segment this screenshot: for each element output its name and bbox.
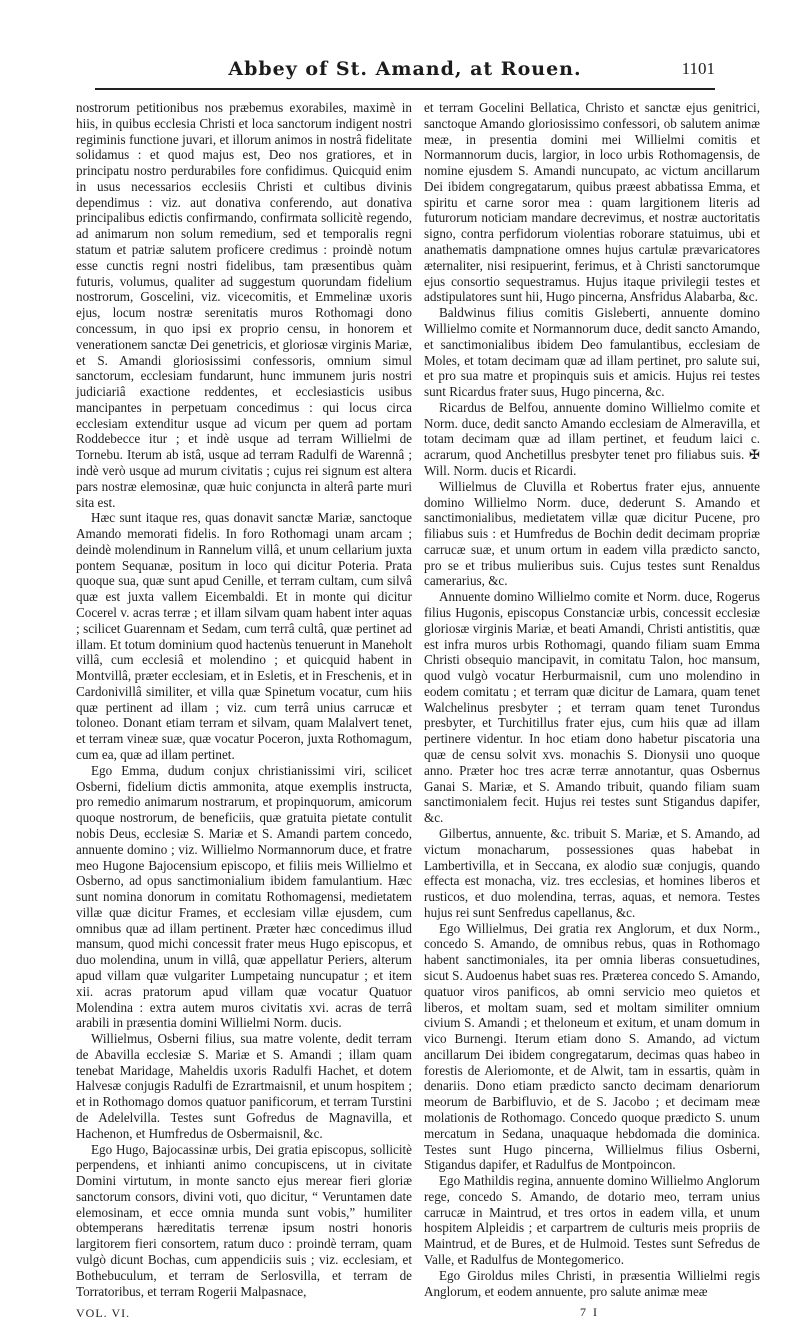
paragraph: Annuente domino Willielmo comite et Norm. duce, Rogerus filius Hugonis, episcopus Constanciæ urbis, concessit ecclesiæ gloriosæ virginis Mariæ, et beati Amandi, Christi antistitis, quæ est infra muros urbis Rothomagi, quando filiam suam Emma Christi obsequio mancipavit, in comitatu Talon, hoc mansum, quod vulgò vocatur Herburmaisnil, cum uno molendino in eodem comitatu ; et terram quæ dicitur de Lamara, quam tenet Walchelinus presbyter ; et terram quam tenet Turondus presbyter, et Turchitillus frater ejus, cum hiis quæ ad illam pertinere videntur. In hoc etiam dono habetur piscatoria una quæ de censu solvit xvs. monachis S. Dionysii uno quoque anno. Præter hoc tres acræ terræ annotantur, quas Osbernus Ganai S. Mariæ, et S. Amando tribuit, quando filiam suam sanctimonialem fecit. Hujus rei testes sunt Stigandus dapifer, &c. <box>424 589 760 826</box>
paragraph: Ego Emma, dudum conjux christianissimi viri, scilicet Osberni, fidelium dictis ammonita, atque exemplis instructa, pro remedio animarum nostrarum, et propinquorum, amicorum quoque nostrorum, de beneficiis, quæ gratuita pietate contulit nobis Deus, ecclesiæ S. Mariæ et S. Amandi partem concedo, annuente domino ; viz. Willielmo Normannorum duce, et fratre meo Hugone Bajocensium episcopo, et filiis meis Willielmo et Osberno, ad opus sanctimonialium ibidem famulantium. Hæc sunt nomina donorum in comitatu Rothomagensi, medietatem villæ quæ dicitur Frames, et ecclesiam villæ ejusdem, cum omnibus quæ ad illam pertinent. Præter hæc concedimus illud mansum, quod michi concessit frater meus Hugo episcopus, et duo molendina, unum in villâ, quæ appellatur Periers, alterum apud villam quæ vulgariter Lumpetaing nuncupatur ; et item xii. acras pratorum apud villam quæ vocatur Quatuor Molendina : extra autem muros civitatis xvi. acras de terrâ arabili in præsentia domini Willielmi Norm. ducis. <box>76 762 412 1031</box>
paragraph: Ricardus de Belfou, annuente domino Willielmo comite et Norm. duce, dedit sancto Amando ecclesiam de Almeravilla, et totam decimam quæ ad illam pertinet, et feudum laici c. acrarum, quod Anchetillus presbyter tenet pro filiabus suis. ✠ Will. Norm. ducis et Ricardi. <box>424 399 760 478</box>
signature-mark: 7 I <box>580 1305 599 1319</box>
page-header <box>95 58 715 88</box>
paragraph: Hæc sunt itaque res, quas donavit sanctæ Mariæ, sanctoque Amando memorati fidelis. In foro Rothomagi unam arcam ; deindè molendinum in Rannelum villâ, et unum cellarium juxta pontem Sequanæ, positum in loco qui dicitur Poteria. Prata quoque sua, quæ sunt apud Cenille, et terram cultam, cum silvâ quæ est juxta vallem Eicembaldi. Et in monte qui dicitur Cocerel v. acras terræ ; et illam silvam quam habent inter aquas ; scilicet Guarennam et Sedam, cum terrâ cultâ, quæ pertinet ad illam. Et totum dominium quod hactenùs tenuerunt in Maneholt villâ, cum ecclesiâ et molendino ; et quicquid habent in Montvillâ, præter ecclesiam, et in Esletis, et in Freschenis, et in Cardonivillâ similiter, et villa quæ Spinetum vocatur, cum hiis quæ pertinent ad illam ; viz. cum terrâ unius carrucæ et toloneo. Donant etiam terram et silvam, quam Malalvert tenet, et terram vineæ suæ, quæ vocatur Poceron, juxta Rothomagum, cum ea, quæ ad illam pertinet. <box>76 510 412 763</box>
right-column <box>424 100 760 1299</box>
page-number: 1101 <box>681 59 715 78</box>
volume-label: VOL. VI. <box>76 1306 131 1320</box>
paragraph: Ego Giroldus miles Christi, in præsentia Willielmi regis Anglorum, et eodem annuente, pro salute animæ meæ <box>424 1267 760 1299</box>
paragraph: Ego Hugo, Bajocassinæ urbis, Dei gratia episcopus, sollicitè perpendens, et inhianti animo concupiscens, ut in civitate Domini virtutum, in monte sancto ejus merear fieri gloriæ sanctorum consors, divini voti, quo dicitur, “ Veruntamen date elemosinam, et ecce omnia munda sunt vobis,” humiliter obtemperans hæreditatis terrenæ ipsum nostri honoris largitorem fieri consortem, ratum duco : proindè terram, quam vulgò dicunt Bochas, cum appendiciis suis ; viz. ecclesiam, et Bothebuculum, et terram de Serlosvilla, et terram de Torratoribus, et terram Rogerii Malpasnace, <box>76 1141 412 1299</box>
left-column <box>76 100 412 1299</box>
header-rule <box>95 88 715 90</box>
running-title: Abbey of St. Amand, at Rouen. <box>228 58 582 80</box>
paragraph: Ego Willielmus, Dei gratia rex Anglorum, et dux Norm., concedo S. Amando, de omnibus rebus, quas in Rothomago habent sanctimoniales, ita per omnia liberas consuetudines, sicut S. Audoenus habet suas res. Præterea concedo S. Amando, quatuor viros panificos, ab omni servicio meo quietos et liberos, et moltam suam, sed et moltam similiter omnium civium S. Amandi ; et theloneum et exitum, et unam domum in vico Burnengi. Iterum etiam dono S. Amando, ad victum ancillarum Dei ibidem congregatarum, decimas quas habeo in forestis de Aleriomonte, et de Alwit, tam in essartis, quàm in denariis. Dono etiam prædicto sancto decimam denariorum meorum de Barbifluvio, et de S. Jacobo ; et decimam meæ molationis de Rothomago. Concedo quoque prædicto S. unum mercatum in Sedana, unaquaque hebdomada die dominica. Testes sunt Hugo pincerna, Willielmus filius Osberni, Stigandus dapifer, et Radulfus de Montpoincon. <box>424 920 760 1173</box>
paragraph: Baldwinus filius comitis Gisleberti, annuente domino Willielmo comite et Normannorum duce, dedit sancto Amando, et sanctimonialibus ibidem Deo famulantibus, ecclesiam de Moles, et totam decimam quæ ad illam pertinet, pro salute sui, et pro sua matre et propinquis suis et amicis. Hujus rei testes sunt Ricardus frater suus, Hugo pincerna, &c. <box>424 305 760 400</box>
paragraph: nostrorum petitionibus nos præbemus exorabiles, maximè in hiis, in quibus ecclesia Christi et loca sanctorum indigent nostri regiminis functione juvari, et illorum animos in nostrâ fidelitate solidamus : et quod majus est, Deo nos gratiores, et in principatu nostro perdurabiles fore confidimus. Quicquid enim in usus necessarios ecclesiis Christi et cultibus divinis dependimus : viz. aut donativa conferendo, aut donativa principalibus edictis confirmando, confirmata sollicitè regendo, ad animarum non solum remedium, sed et temporalis regni statum et patriæ salutem proficere credimus : proindè notum esse cunctis regni nostri fidelibus, tam præsentibus quàm futuris, volumus, qualiter ad suggestum quorundam fidelium nostrorum, Goscelini, viz. vicecomitis, et Emmelinæ uxoris ejus, locum nostræ serenitatis muros Rothomagi dono concessum, in quo ipsi ex proprio censu, in honorem et venerationem sanctæ Dei genetricis, et gloriosæ virginis Mariæ, et S. Amandi gloriosissimi confessoris, omnium simul sanctorum, ecclesiam fundarunt, hunc immunem juris nostri judiciariâ exactione reddentes, et ecclesiasticis usibus mancipantes in perpetuam concedimus : qui locus circa ecclesiam extenditur usque ad vicum per quem ad portam Roddebecce itur ; et indè usque ad terram Willielmi de Tornebu. Iterum ab istâ, usque ad terram Radulfi de Warennâ ; indè verò usque ad murum civitatis ; cujus rei signum est altera pars nostræ elemosinæ, quæ huic conjuncta in alterâ parte muri sita est. <box>76 100 412 510</box>
paragraph: Willielmus, Osberni filius, sua matre volente, dedit terram de Abavilla ecclesiæ S. Mariæ et S. Amandi ; illam quam tenebat Maridage, Maheldis uxoris Radulfi Hachet, et dotem Halvesæ conjugis Radulfi de Ezrartmaisnil, et unum hospitem ; et in Rothomago domos quatuor panificorum, et terram Turstini de Adelelvilla. Testes sunt Gofredus de Magnavilla, et Hachenon, et Humfredus de Osbermaisnil, &c. <box>76 1031 412 1141</box>
paragraph: Ego Mathildis regina, annuente domino Willielmo Anglorum rege, concedo S. Amando, de dotario meo, terram unius carrucæ in Maintrud, et tres ortos in eadem villa, et unum hospitem Alpleidis ; et carpartrem de culturis meis propriis de Maintrud, et de Bures, et de Hulmoid. Testes sunt Sefredus de Valle, et Radulfus de Montegomerico. <box>424 1173 760 1268</box>
paragraph: Willielmus de Cluvilla et Robertus frater ejus, annuente domino Willielmo Norm. duce, dederunt S. Amando et sanctimonialibus, medietatem villæ quæ dicitur Pucene, pro filiabus suis : et Humfredus de Bochin dedit decimam propriæ carrucæ suæ, et unum ortum in eadem villa prædicto sancto, pro se et tribus mulieribus suis. Cujus testes sunt Renaldus camerarius, &c. <box>424 478 760 589</box>
paragraph: Gilbertus, annuente, &c. tribuit S. Mariæ, et S. Amando, ad victum monacharum, possessiones quas habebat in Lambertivilla, et in Seccana, ex alodio suæ conjugis, quando effecta est monacha, viz. tres ecclesias, et homines liberos et rusticos, et duo molendina, terras, aquas, et nemora. Testes hujus rei sunt Senfredus capellanus, &c. <box>424 825 760 920</box>
paragraph: et terram Gocelini Bellatica, Christo et sanctæ ejus genitrici, sanctoque Amando gloriosissimo confessori, ob salutem animæ meæ, in presentia domini mei Willielmi comitis et Normannorum ducis, largior, in loco urbis Rothomagensis, de nomine ejusdem S. Amandi nuncupato, ac victum ancillarum Dei ibidem congregatarum, quibus præest abbatissa Emma, et spiritu et carne soror mea : quam largitionem literis ad futurorum noticiam mandare decrevimus, et nostræ auctoritatis signo, contra perfidorum violentias roborare statuimus, ubi et anathematis dampnatione omnes hujus cartulæ prævaricatores æternaliter, nisi resipuerint, ferimus, et à Christi sanctorumque ejus consortio sequestramus. Hujus itaque privilegii testes et adstipulatores sunt hii, Hugo pincerna, Ansfridus Alabarba, &c. <box>424 100 760 305</box>
